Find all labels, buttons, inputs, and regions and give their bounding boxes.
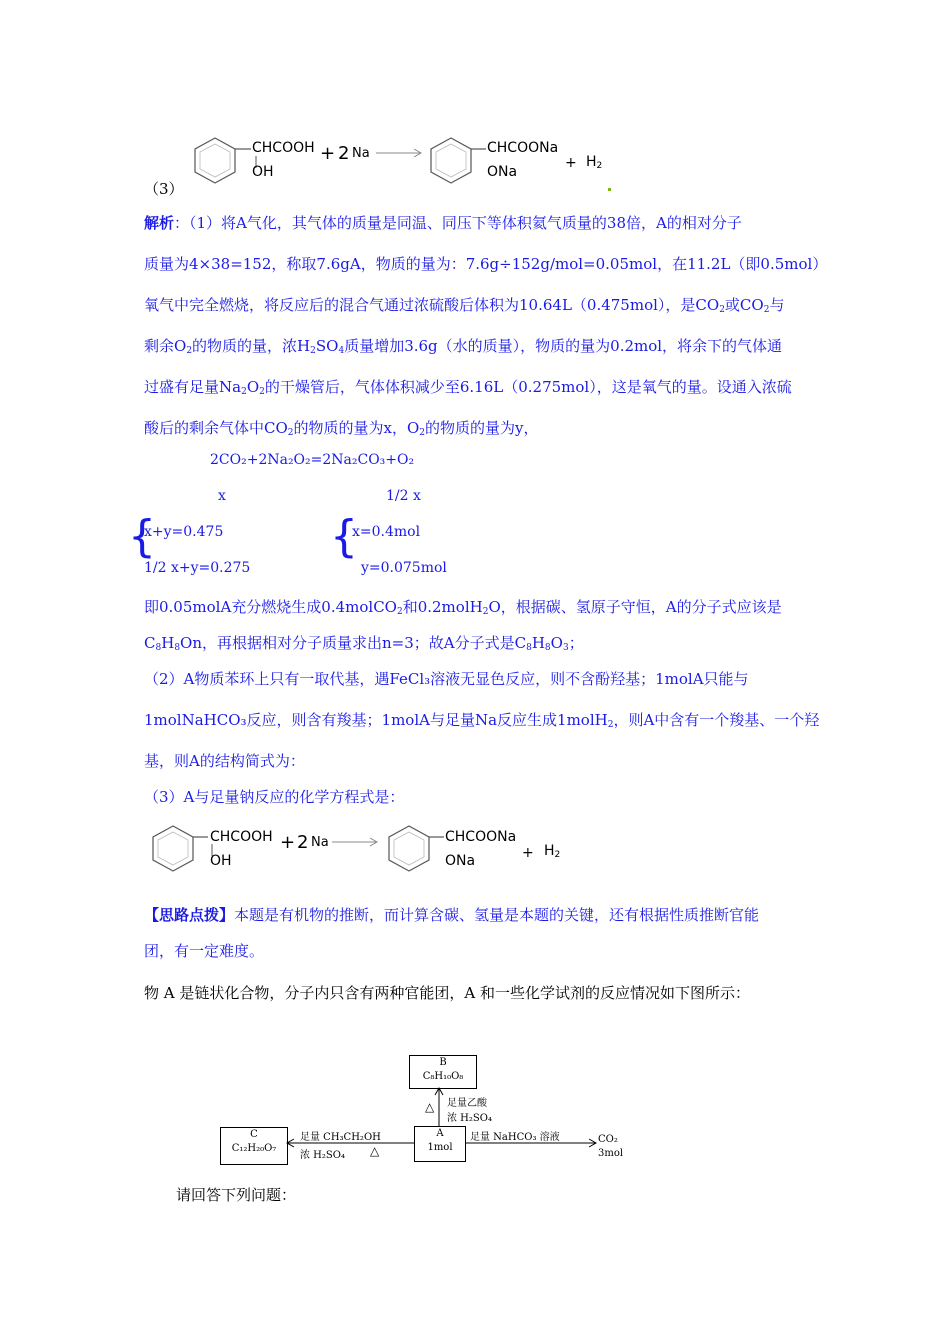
analysis-line: $C_8H_8On$，再根据相对分子质量求出n=3；故A分子式是$C_8H_8O_3$； xyxy=(144,634,584,653)
box-b xyxy=(409,1055,477,1089)
analysis-line: 过盛有足量$Na_2O_2$的干燥管后，气体体积减少至6.16L（0.275mol），这是氧气的量。设通入浓硫 xyxy=(144,378,792,397)
coefficient: 2 xyxy=(338,143,350,164)
system1-eq1: x+y=0.475 xyxy=(144,524,224,540)
sodium: Na xyxy=(311,835,329,850)
reaction-half-x: 1/2 x xyxy=(386,488,421,504)
eq-number: （3） xyxy=(144,180,184,198)
reaction-arrow-icon xyxy=(376,148,426,158)
product-group-2: ONa xyxy=(487,164,518,180)
product-group-2: ONa xyxy=(445,853,476,869)
analysis-line: 解析：（1）将A气化，其气体的质量是同温、同压下等体积氦气质量的38倍，A的相对分子 xyxy=(144,214,742,232)
co2-product: CO₂ xyxy=(598,1134,618,1145)
analysis-line: 质量为4×38=152，称取7.6gA，物质的量为：7.6g÷152g/mol=0.05mol，在11.2L（即0.5mol） xyxy=(144,255,828,273)
box-a-name: A xyxy=(436,1128,444,1139)
up-condition-1: 足量乙酸 xyxy=(447,1098,487,1109)
coefficient: 2 xyxy=(297,832,309,853)
analysis-line: （2）A物质苯环上只有一取代基，遇FeCl₃溶液无显色反应，则不含酚羟基；1molA只能与 xyxy=(144,670,749,688)
system2-eq2: y=0.075mol xyxy=(361,560,447,576)
tip-label: 【思路点拨】 xyxy=(144,906,235,924)
analysis-line: 酸后的剩余气体中$CO_2$的物质的量为x，$O_2$的物质的量为y， xyxy=(144,419,539,438)
analysis-line: 1molNaHCO₃反应，则含有羧基；1molA与足量Na反应生成1molH$_2$，则A中含有一个羧基、一个羟 xyxy=(144,711,820,730)
analysis-line: （3）A与足量钠反应的化学方程式是： xyxy=(144,788,405,806)
delta-icon: △ xyxy=(425,1100,435,1114)
reaction-arrow-icon xyxy=(332,837,382,847)
benzene-ring-icon xyxy=(382,818,452,878)
box-b-name: B xyxy=(439,1057,447,1068)
left-brace-icon: { xyxy=(128,511,156,562)
hydrogen: $H_2$ xyxy=(544,843,561,860)
question-intro: 物 A 是链状化合物，分子内只含有两种官能团，A 和一些化学试剂的反应情况如下图所示： xyxy=(144,984,750,1002)
reactant-group-1: CHCOOH xyxy=(252,140,315,156)
analysis-line: 基，则A的结构简式为： xyxy=(144,752,305,770)
reaction-x: x xyxy=(218,488,226,504)
analysis-line: 氧气中完全燃烧，将反应后的混合气通过浓硫酸后体积为10.64L（0.475mol），是$CO_2$或$CO_2$与 xyxy=(144,296,785,315)
reactant-group-2: OH xyxy=(252,164,274,180)
left-brace-icon: { xyxy=(330,511,358,562)
tip-line: 团，有一定难度。 xyxy=(144,942,265,960)
system1-eq2: 1/2 x+y=0.275 xyxy=(144,560,251,576)
benzene-ring-icon xyxy=(424,130,494,190)
mark-dot xyxy=(608,188,611,191)
analysis-label: 解析 xyxy=(144,214,175,232)
reactant-group-1: CHCOOH xyxy=(210,829,273,845)
plus-sign: + xyxy=(320,143,336,164)
plus-sign: + xyxy=(522,845,534,861)
box-c-name: C xyxy=(250,1129,258,1140)
analysis-line: 剩余$O_2$的物质的量，浓$H_2SO_4$质量增加3.6g（水的质量），物质的量为0.2mol，将余下的气体通 xyxy=(144,337,783,356)
benzene-ring-icon xyxy=(146,818,216,878)
box-a-amount: 1mol xyxy=(427,1142,453,1153)
box-b-formula: C₈H₁₀O₈ xyxy=(422,1071,464,1082)
sodium: Na xyxy=(352,146,370,161)
question-prompt: 请回答下列问题： xyxy=(176,1186,297,1204)
product-group-1: CHCOONa xyxy=(487,140,559,156)
hydrogen: $H_2$ xyxy=(586,154,603,171)
delta-icon: △ xyxy=(370,1144,380,1158)
benzene-ring-icon xyxy=(188,130,298,190)
reactant-group-2: OH xyxy=(210,853,232,869)
system2-eq1: x=0.4mol xyxy=(352,524,421,540)
left-condition-2: 浓 H₂SO₄ xyxy=(300,1150,345,1161)
left-condition-1: 足量 CH₃CH₂OH xyxy=(300,1132,381,1143)
reaction-equation: 2CO₂+2Na₂O₂=2Na₂CO₃+O₂ xyxy=(210,452,415,468)
product-group-1: CHCOONa xyxy=(445,829,517,845)
diagram-arrows-icon xyxy=(215,1086,655,1166)
right-condition: 足量 NaHCO₃ 溶液 xyxy=(470,1132,560,1143)
plus-sign: + xyxy=(280,832,296,853)
tip-line: 【思路点拨】本题是有机物的推断，而计算含碳、氢量是本题的关键，还有根据性质推断官能 xyxy=(144,906,760,924)
co2-amount: 3mol xyxy=(598,1148,624,1159)
box-c-formula: C₁₂H₂₀O₇ xyxy=(231,1143,277,1154)
plus-sign: + xyxy=(565,155,577,171)
analysis-line: 即0.05molA充分燃烧生成0.4molCO$_2$和0.2molH$_2$O，根据碳、氢原子守恒，A的分子式应该是 xyxy=(144,598,782,617)
up-condition-2: 浓 H₂SO₄ xyxy=(447,1113,492,1124)
